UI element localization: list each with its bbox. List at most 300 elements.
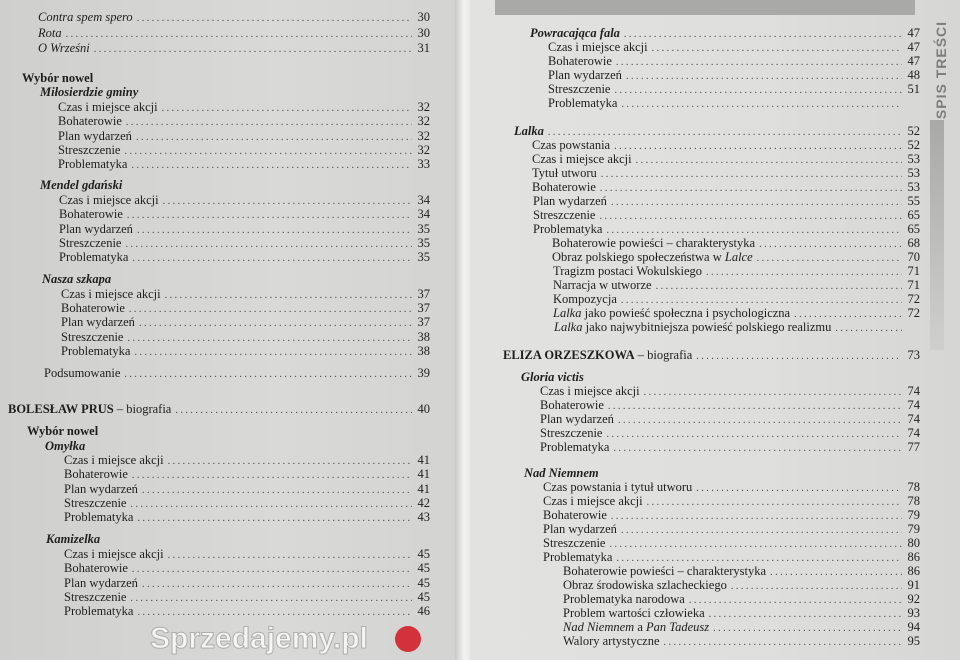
left-toc-entry <box>59 222 430 236</box>
right-toc-entry <box>553 264 920 278</box>
page-header-bar <box>495 0 915 15</box>
entry-title <box>46 532 100 546</box>
entry-title <box>563 564 766 578</box>
entry-title-part: Narracja w utworze <box>553 278 652 292</box>
right-toc-entry <box>514 124 920 138</box>
entry-title-part: Kamizelka <box>46 532 101 546</box>
entry-title <box>58 100 158 114</box>
page-number: 45 <box>417 561 430 575</box>
entry-title <box>61 315 135 329</box>
right-toc-entry <box>548 68 920 82</box>
dot-leader <box>66 28 412 42</box>
entry-title <box>543 550 612 564</box>
dot-leader <box>132 469 412 483</box>
left-toc-entry <box>64 496 430 510</box>
page-number: 71 <box>907 278 920 292</box>
entry-title-part: Bohaterowie powieści – charakterystyka <box>552 236 756 250</box>
page-number: 55 <box>907 194 920 208</box>
entry-title-part: Bohaterowie <box>59 207 123 221</box>
left-toc-entry <box>59 250 430 264</box>
page-number: 32 <box>417 114 430 128</box>
entry-title <box>563 606 705 620</box>
entry-title-part: Czas i miejsce akcji <box>532 152 632 166</box>
entry-title-part: Bohaterowie <box>58 114 122 128</box>
entry-title-part: Nad Niemnem <box>563 620 635 634</box>
entry-title-part: – biografia <box>113 402 172 416</box>
page-number: 80 <box>907 536 920 550</box>
entry-title <box>58 157 127 171</box>
entry-title-part: Plan wydarzeń <box>540 412 614 426</box>
entry-title <box>532 152 632 166</box>
entry-title-part: Plan wydarzeń <box>59 222 133 236</box>
page-number: 74 <box>907 426 920 440</box>
entry-title <box>64 467 128 481</box>
entry-title <box>543 536 605 550</box>
page-number: 65 <box>907 222 920 236</box>
dot-leader <box>132 563 412 577</box>
page-number: 38 <box>417 344 430 358</box>
page-number: 74 <box>907 412 920 426</box>
entry-title <box>38 10 133 24</box>
right-toc-entry <box>548 82 920 96</box>
right-toc-entry <box>543 522 920 536</box>
entry-title-part: Problematyka <box>59 250 129 264</box>
right-toc-entry <box>543 494 920 508</box>
entry-title-part: O Wrześni <box>38 41 90 55</box>
dot-leader <box>127 209 412 223</box>
page-number: 94 <box>907 620 920 634</box>
left-toc-entry <box>45 439 430 453</box>
entry-title <box>563 578 727 592</box>
entry-title <box>552 236 755 250</box>
entry-title <box>64 561 128 575</box>
page-number: 78 <box>907 494 920 508</box>
left-toc-entry <box>59 236 430 250</box>
entry-title <box>540 384 640 398</box>
page-number: 86 <box>907 564 920 578</box>
entry-title <box>532 138 610 152</box>
entry-title <box>548 40 648 54</box>
entry-title <box>543 480 692 494</box>
right-toc-entry <box>533 222 920 236</box>
page-number: 47 <box>907 26 920 40</box>
entry-title-part: Tytuł utworu <box>532 166 597 180</box>
entry-title <box>59 250 128 264</box>
entry-title <box>61 301 125 315</box>
entry-title <box>533 222 602 236</box>
page-number: 35 <box>417 222 430 236</box>
entry-title <box>61 287 161 301</box>
page-number: 77 <box>907 440 920 454</box>
page-number: 34 <box>417 207 430 221</box>
page-number: 73 <box>907 348 920 362</box>
entry-title-part: Podsumowanie <box>44 366 121 380</box>
entry-title-part: Lalka <box>554 320 583 334</box>
entry-title <box>58 143 120 157</box>
page-number: 39 <box>417 366 430 380</box>
entry-title-part: Plan wydarzeń <box>64 576 138 590</box>
entry-title-part: a <box>634 620 646 634</box>
right-toc-entry <box>532 138 920 152</box>
entry-title <box>532 180 596 194</box>
dot-leader <box>131 159 412 173</box>
page-number: 79 <box>907 508 920 522</box>
entry-title-part: Wybór nowel <box>22 71 94 85</box>
entry-title-part: Rota <box>38 26 62 40</box>
entry-title <box>64 496 126 510</box>
entry-title-part: Czas i miejsce akcji <box>543 494 643 508</box>
page-number: 41 <box>417 453 430 467</box>
page-number: 35 <box>417 236 430 250</box>
entry-title-part: Bohaterowie <box>64 561 128 575</box>
entry-title-part: Streszczenie <box>533 208 596 222</box>
dot-leader <box>94 43 412 57</box>
dot-leader <box>126 116 412 130</box>
right-toc-entry <box>554 320 920 334</box>
entry-title-part: Bohaterowie <box>540 398 604 412</box>
right-toc-entry <box>548 54 920 68</box>
page-number: 42 <box>417 496 430 510</box>
page-number: 53 <box>907 166 920 180</box>
page-number: 40 <box>417 402 430 416</box>
entry-title <box>58 114 122 128</box>
entry-title-part: Contra spem spero <box>38 10 133 24</box>
page-number: 37 <box>417 301 430 315</box>
entry-title-part: Powracająca fala <box>530 26 620 40</box>
entry-title <box>543 508 607 522</box>
page-number: 45 <box>417 547 430 561</box>
entry-title <box>27 424 98 438</box>
right-toc-entry <box>540 398 920 412</box>
left-toc-entry <box>38 10 430 24</box>
right-toc-entry <box>543 508 920 522</box>
entry-title-part: Czas i miejsce akcji <box>59 193 159 207</box>
page-number: 74 <box>907 384 920 398</box>
side-tab-bar <box>930 120 944 350</box>
left-toc-entry <box>59 207 430 221</box>
page-number: 41 <box>417 482 430 496</box>
entry-title <box>64 590 126 604</box>
page-number: 91 <box>907 578 920 592</box>
right-toc-entry <box>553 292 920 306</box>
page-number: 30 <box>417 10 430 24</box>
left-toc-entry <box>61 315 430 329</box>
page-number: 37 <box>417 287 430 301</box>
page-number: 65 <box>907 208 920 222</box>
entry-title <box>22 71 93 85</box>
entry-title-part: Lalka <box>514 124 544 138</box>
entry-title <box>59 193 159 207</box>
page-number: 32 <box>417 129 430 143</box>
left-toc-entry <box>40 178 430 192</box>
page-number: 95 <box>907 634 920 648</box>
entry-title-part: Omyłka <box>45 439 86 453</box>
entry-title-part: Pan Tadeusz <box>646 620 710 634</box>
page-number: 72 <box>907 292 920 306</box>
left-toc-entry <box>64 604 430 618</box>
entry-title-part: Streszczenie <box>59 236 122 250</box>
right-toc-entry <box>563 564 920 578</box>
entry-title <box>8 402 171 416</box>
page-number: 32 <box>417 143 430 157</box>
page-number: 30 <box>417 26 430 40</box>
entry-title-part: jako najwybitniejsza powieść polskiego realizmu <box>582 320 832 334</box>
right-toc-entry <box>532 166 920 180</box>
entry-title <box>61 330 123 344</box>
page-number: 37 <box>417 315 430 329</box>
right-toc-entry <box>552 236 920 250</box>
entry-title-part: ELIZA ORZESZKOWA <box>503 348 635 362</box>
entry-title-part: Plan wydarzeń <box>533 194 607 208</box>
right-toc-entry <box>540 384 920 398</box>
entry-title <box>44 366 120 380</box>
entry-title <box>59 236 121 250</box>
page-number: 68 <box>907 236 920 250</box>
entry-title-part: Obraz polskiego społeczeństwa w <box>552 250 725 264</box>
page-number: 32 <box>417 100 430 114</box>
page-number: 47 <box>907 54 920 68</box>
entry-title <box>548 54 612 68</box>
page-number: 93 <box>907 606 920 620</box>
watermark-badge <box>395 626 421 652</box>
right-toc-entry <box>563 606 920 620</box>
left-toc-entry <box>58 129 430 143</box>
entry-title <box>521 370 584 384</box>
page-number: 35 <box>417 250 430 264</box>
entry-title-part: Plan wydarzeń <box>64 482 138 496</box>
page-number: 33 <box>417 157 430 171</box>
entry-title-part: BOLESŁAW PRUS <box>8 402 114 416</box>
right-toc-entry <box>540 426 920 440</box>
entry-title <box>59 207 123 221</box>
entry-title-part: Bohaterowie <box>64 467 128 481</box>
page-number: 92 <box>907 592 920 606</box>
left-toc-entry <box>27 424 430 438</box>
page-number: 46 <box>417 604 430 618</box>
right-toc-entry <box>540 440 920 454</box>
entry-title <box>524 466 599 480</box>
dot-leader <box>696 350 902 364</box>
entry-title <box>563 634 660 648</box>
entry-title-part: Streszczenie <box>543 536 606 550</box>
page-number: 41 <box>417 467 430 481</box>
left-toc-entry <box>38 26 430 40</box>
entry-title-part: Czas i miejsce akcji <box>61 287 161 301</box>
left-toc-entry <box>64 547 430 561</box>
entry-title-part: Obraz środowiska szlacheckiego <box>563 578 727 592</box>
right-toc-entry <box>563 634 920 648</box>
entry-title <box>543 494 643 508</box>
page-number: 43 <box>417 510 430 524</box>
right-toc-entry <box>533 194 920 208</box>
dot-leader <box>124 368 412 382</box>
page-number: 45 <box>417 590 430 604</box>
entry-title <box>58 129 132 143</box>
entry-title <box>64 547 164 561</box>
right-toc-entry <box>548 96 920 110</box>
entry-title-part: Streszczenie <box>64 590 127 604</box>
entry-title-part: Problematyka <box>548 96 618 110</box>
right-toc-entry <box>521 370 920 384</box>
entry-title-part: Problematyka <box>543 550 613 564</box>
entry-title-part: Czas i miejsce akcji <box>64 453 164 467</box>
entry-title-part: Plan wydarzeń <box>61 315 135 329</box>
page-number: 71 <box>907 264 920 278</box>
entry-title-part: Mendel gdański <box>40 178 123 192</box>
left-toc-entry <box>61 301 430 315</box>
dot-leader <box>134 346 412 360</box>
entry-title-part: Streszczenie <box>58 143 121 157</box>
page-number: 31 <box>417 41 430 55</box>
entry-title <box>64 453 164 467</box>
dot-leader <box>137 606 412 620</box>
entry-title-part: jako powieść społeczna i psychologiczna <box>581 306 791 320</box>
dot-leader <box>621 98 902 112</box>
page-number: 45 <box>417 576 430 590</box>
dot-leader <box>139 317 412 331</box>
entry-title-part: Bohaterowie <box>543 508 607 522</box>
entry-title <box>38 26 62 40</box>
entry-title-part: Miłosierdzie gminy <box>40 85 139 99</box>
entry-title <box>553 278 652 292</box>
entry-title <box>42 272 111 286</box>
page-number: 47 <box>907 40 920 54</box>
entry-title <box>553 306 790 320</box>
entry-title <box>59 222 133 236</box>
page-number: 78 <box>907 480 920 494</box>
page-number: 79 <box>907 522 920 536</box>
entry-title-part: Nad Niemnem <box>524 466 599 480</box>
left-toc-entry <box>58 114 430 128</box>
entry-title-part: – biografia <box>634 348 693 362</box>
right-toc-entry <box>552 250 920 264</box>
entry-title-part: Streszczenie <box>540 426 603 440</box>
entry-title-part: Lalce <box>724 250 753 264</box>
left-toc-entry <box>58 100 430 114</box>
entry-title <box>548 68 622 82</box>
right-toc-entry <box>543 550 920 564</box>
left-toc-entry <box>64 467 430 481</box>
left-toc-entry <box>58 157 430 171</box>
page-number: 72 <box>907 306 920 320</box>
page-number: 86 <box>907 550 920 564</box>
right-toc-entry <box>543 480 920 494</box>
dot-leader <box>613 442 902 456</box>
right-toc-entry <box>532 180 920 194</box>
page-number: 53 <box>907 152 920 166</box>
left-toc-entry <box>59 193 430 207</box>
page-number: 74 <box>907 398 920 412</box>
entry-title-part: Kompozycja <box>553 292 617 306</box>
page-number: 48 <box>907 68 920 82</box>
right-toc-entry <box>532 152 920 166</box>
left-toc-entry <box>64 561 430 575</box>
entry-title <box>553 292 617 306</box>
entry-title <box>553 264 702 278</box>
entry-title <box>552 250 753 264</box>
entry-title-part: Gloria victis <box>521 370 584 384</box>
side-tab <box>926 20 956 120</box>
entry-title <box>38 41 90 55</box>
entry-title <box>64 482 138 496</box>
entry-title-part: Streszczenie <box>548 82 611 96</box>
page-number: 52 <box>907 138 920 152</box>
watermark: Sprzedajemy.pl <box>150 622 368 655</box>
left-toc-entry <box>38 41 430 55</box>
entry-title <box>45 439 85 453</box>
entry-title <box>514 124 544 138</box>
entry-title-part: Czas i miejsce akcji <box>58 100 158 114</box>
entry-title-part: Walory artystyczne <box>563 634 660 648</box>
page-number: 70 <box>907 250 920 264</box>
right-toc-entry <box>503 348 920 362</box>
right-toc-entry <box>543 536 920 550</box>
entry-title <box>64 604 133 618</box>
entry-title-part: Nasza szkapa <box>42 272 112 286</box>
entry-title <box>530 26 620 40</box>
left-toc-entry <box>64 576 430 590</box>
left-toc-entry <box>42 272 430 286</box>
left-toc-entry <box>44 366 430 380</box>
entry-title-part: Streszczenie <box>61 330 124 344</box>
page-number: 52 <box>907 124 920 138</box>
entry-title <box>548 96 617 110</box>
entry-title-part: Problematyka <box>540 440 610 454</box>
left-toc-entry <box>46 532 430 546</box>
left-toc-entry <box>64 590 430 604</box>
entry-title <box>548 82 610 96</box>
entry-title <box>554 320 831 334</box>
left-toc-entry <box>40 85 430 99</box>
entry-title-part: Streszczenie <box>64 496 127 510</box>
right-toc-entry <box>530 26 920 40</box>
entry-title <box>40 178 122 192</box>
entry-title-part: Problematyka narodowa <box>563 592 685 606</box>
right-toc-entry <box>540 412 920 426</box>
entry-title-part: Problematyka <box>58 157 128 171</box>
entry-title-part: Bohaterowie powieści – charakterystyka <box>563 564 767 578</box>
page-number: 51 <box>907 82 920 96</box>
entry-title-part: Problematyka <box>64 604 134 618</box>
side-tab-label: SPIS TREŚCI <box>933 20 949 120</box>
entry-title-part: Problematyka <box>61 344 131 358</box>
entry-title-part: Bohaterowie <box>548 54 612 68</box>
entry-title-part: Czas powstania <box>532 138 611 152</box>
entry-title-part: Problem wartości człowieka <box>563 606 705 620</box>
left-toc-entry <box>8 402 430 416</box>
right-toc-entry <box>563 578 920 592</box>
entry-title-part: Plan wydarzeń <box>543 522 617 536</box>
left-toc-entry <box>64 510 430 524</box>
entry-title <box>543 522 617 536</box>
entry-title <box>533 194 607 208</box>
entry-title <box>540 426 602 440</box>
left-toc-entry <box>64 453 430 467</box>
right-toc-entry <box>553 278 920 292</box>
entry-title <box>61 344 130 358</box>
entry-title <box>40 85 138 99</box>
entry-title <box>533 208 595 222</box>
entry-title-part: Problematyka <box>533 222 603 236</box>
entry-title-part: Bohaterowie <box>532 180 596 194</box>
entry-title-part: Bohaterowie <box>61 301 125 315</box>
page-number: 34 <box>417 193 430 207</box>
entry-title-part: Czas i miejsce akcji <box>540 384 640 398</box>
entry-title-part: Czas i miejsce akcji <box>64 547 164 561</box>
dot-leader <box>664 636 902 650</box>
left-toc-entry <box>64 482 430 496</box>
dot-leader <box>835 322 902 336</box>
